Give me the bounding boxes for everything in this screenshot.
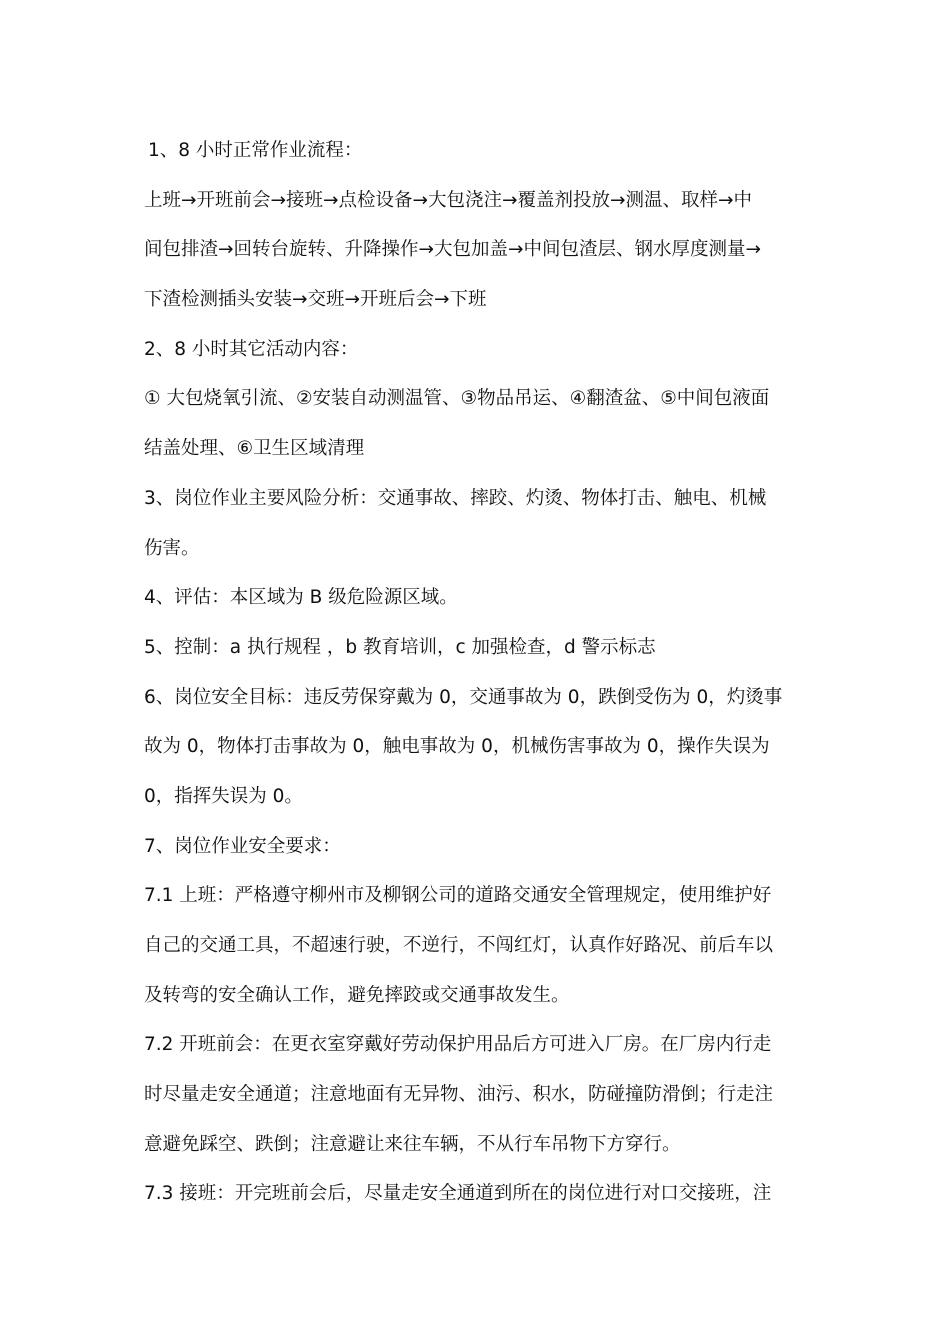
text-line: 结盖处理、⑥卫生区域清理 bbox=[144, 438, 365, 460]
text-line: 伤害。 bbox=[144, 537, 200, 559]
text-line: 6、岗位安全目标：违反劳保穿戴为 0，交通事故为 0，跌倒受伤为 0，灼烫事 bbox=[144, 686, 783, 708]
text-line: ① 大包烧氧引流、②安装自动测温管、③物品吊运、④翻渣盆、⑤中间包液面 bbox=[144, 388, 770, 410]
text-line: 时尽量走安全通道；注意地面有无异物、油污、积水，防碰撞防滑倒；行走注 bbox=[144, 1084, 774, 1106]
text-line: 7.2 开班前会：在更衣室穿戴好劳动保护用品后方可进入厂房。在厂房内行走 bbox=[144, 1034, 772, 1056]
heading-section-7: 7、岗位作业安全要求： bbox=[144, 835, 341, 857]
text-line: 5、控制：a 执行规程 ，b 教育培训，c 加强检查，d 警示标志 bbox=[144, 636, 656, 658]
text-line: 自己的交通工具，不超速行驶，不逆行，不闯红灯，认真作好路况、前后车以 bbox=[144, 935, 774, 956]
heading-section-1: 1、8 小时正常作业流程： bbox=[148, 140, 363, 161]
heading-section-2: 2、8 小时其它活动内容： bbox=[144, 338, 359, 360]
document-body bbox=[144, 126, 810, 1219]
text-line: 下渣检测插头安装→交班→开班后会→下班 bbox=[144, 289, 487, 311]
text-line: 上班→开班前会→接班→点检设备→大包浇注→覆盖剂投放→测温、取样→中 bbox=[144, 189, 753, 211]
text-line: 4、评估：本区域为 B 级危险源区域。 bbox=[144, 587, 458, 609]
text-line: 间包排渣→回转台旋转、升降操作→大包加盖→中间包渣层、钢水厚度测量→ bbox=[144, 239, 762, 261]
text-line: 0，指挥失误为 0。 bbox=[144, 785, 303, 807]
text-line: 及转弯的安全确认工作，避免摔跤或交通事故发生。 bbox=[144, 984, 570, 1006]
text-line: 7.3 接班：开完班前会后，尽量走安全通道到所在的岗位进行对口交接班，注 bbox=[144, 1183, 772, 1205]
text-line: 意避免踩空、跌倒；注意避让来往车辆，不从行车吊物下方穿行。 bbox=[144, 1133, 681, 1155]
text-line: 7.1 上班：严格遵守柳州市及柳钢公司的道路交通安全管理规定，使用维护好 bbox=[144, 885, 772, 907]
text-line: 3、岗位作业主要风险分析：交通事故、摔跤、灼烫、物体打击、触电、机械 bbox=[144, 487, 767, 509]
text-line: 故为 0，物体打击事故为 0，触电事故为 0，机械伤害事故为 0，操作失误为 bbox=[144, 736, 770, 758]
